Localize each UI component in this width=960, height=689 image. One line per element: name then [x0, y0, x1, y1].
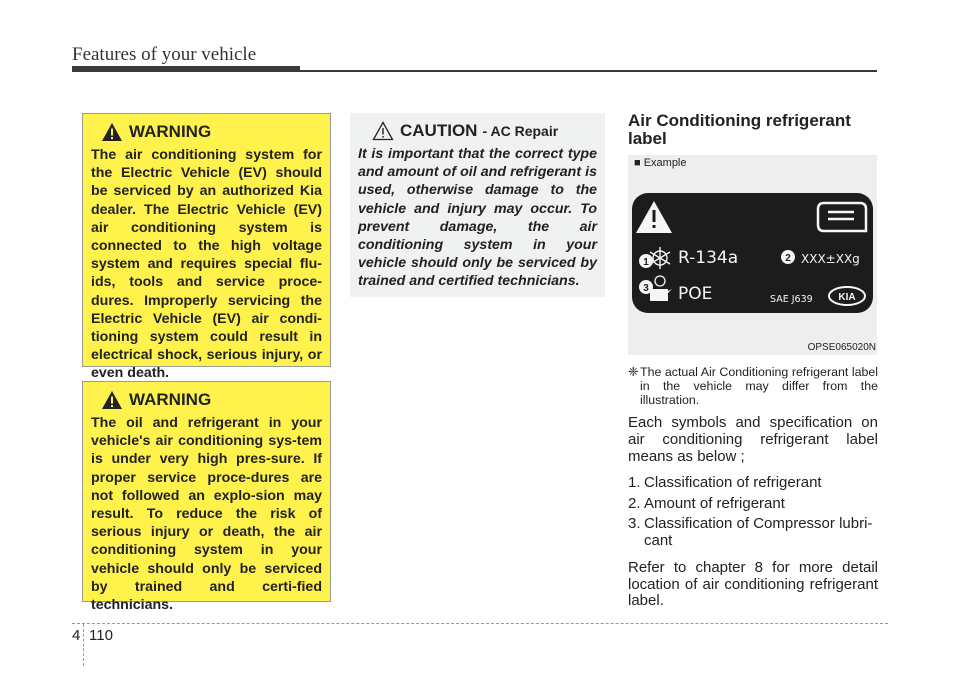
list-number: 3. [628, 515, 641, 532]
list-item [628, 474, 878, 491]
callout-1-text: 1 [643, 257, 649, 268]
chapter-number: 4 [72, 627, 81, 644]
caution-box [350, 113, 605, 297]
label-callout-3 [639, 280, 653, 294]
caution-subtitle: - AC Repair [482, 123, 559, 139]
list-text: Classification of Compressor lubri-cant [644, 515, 873, 549]
example-label: ■ Example [634, 157, 687, 169]
page-header-title: Features of your vehicle [72, 44, 257, 65]
figure-code: OPSE065020N [807, 342, 876, 353]
label-callout-2 [781, 250, 795, 264]
caution-triangle-icon [372, 121, 394, 141]
callout-3-text: 3 [643, 283, 649, 294]
intro-paragraph: Each symbols and specification on air conditioning refrigerant label means as below ; [628, 414, 878, 465]
figure-note [628, 365, 878, 407]
caution-header [372, 121, 597, 141]
warning-box-ev-service [82, 113, 331, 382]
refrigerant-label-figure [628, 155, 877, 355]
warning-title: WARNING [129, 122, 212, 141]
caution-text: It is important that the correct type and amount of oil and refrigerant is used, otherwise damage to the vehicle and injury may occur. To prevent damage, the air conditioning system in your vehicle should only be serviced by trained and certified technicians. [358, 146, 597, 290]
caution-title: CAUTION [400, 121, 478, 140]
footer-divider [83, 624, 84, 666]
note-symbol: ❈ [628, 365, 639, 379]
kia-logo-text: KIA [838, 292, 856, 303]
label-oil-text: POE [678, 284, 713, 304]
header-bar [72, 66, 300, 72]
label-amount-text: XXX±XXg [801, 252, 860, 266]
list-number: 2. [628, 495, 641, 512]
list-text: Amount of refrigerant [644, 495, 785, 512]
refer-paragraph: Refer to chapter 8 for more detail location of air conditioning refrigerant label. [628, 559, 878, 609]
warning-header [101, 390, 322, 410]
section-title: Air Conditioning refrigerant label [628, 111, 851, 148]
page-number: 110 [89, 627, 113, 644]
list-item [628, 495, 878, 512]
label-callout-1 [639, 254, 653, 268]
list-text: Classification of refrigerant [644, 474, 822, 491]
list-number: 1. [628, 474, 641, 491]
warning-text: The oil and refrigerant in your vehicle's air conditioning sys-tem is under very high pres-sure. If proper service proce-dures are not followed an explo-sion may result. To reduce the risk of serious injury or death, the air conditioning system in your vehicle should only be serviced by trained and certi-fied technicians. [91, 415, 322, 614]
note-text: The actual Air Conditioning refrigerant label in the vehicle may differ from the illustration. [640, 365, 878, 407]
callout-2-text: 2 [785, 253, 791, 264]
header-rule [300, 70, 877, 72]
list-item [628, 515, 878, 549]
warning-box-high-pressure [82, 381, 331, 614]
label-standard-text: SAE J639 [770, 294, 813, 305]
warning-title: WARNING [129, 390, 212, 409]
label-refrigerant-text: R-134a [678, 248, 739, 268]
warning-triangle-icon [101, 122, 123, 142]
warning-triangle-icon [101, 390, 123, 410]
warning-text: The air conditioning system for the Electric Vehicle (EV) should be serviced by an authorized Kia dealer. The Electric Vehicle (EV) air conditioning system is connected to the high voltage system and requires special flu-ids, tools and service proce-dures. Improperly servicing the Electric Vehicle (EV) air condi-tioning system could result in electrical shock, serious injury, or even death. [91, 147, 322, 382]
refrigerant-label-illustration [628, 155, 877, 355]
footer-rule [72, 623, 888, 624]
warning-header [101, 122, 322, 142]
